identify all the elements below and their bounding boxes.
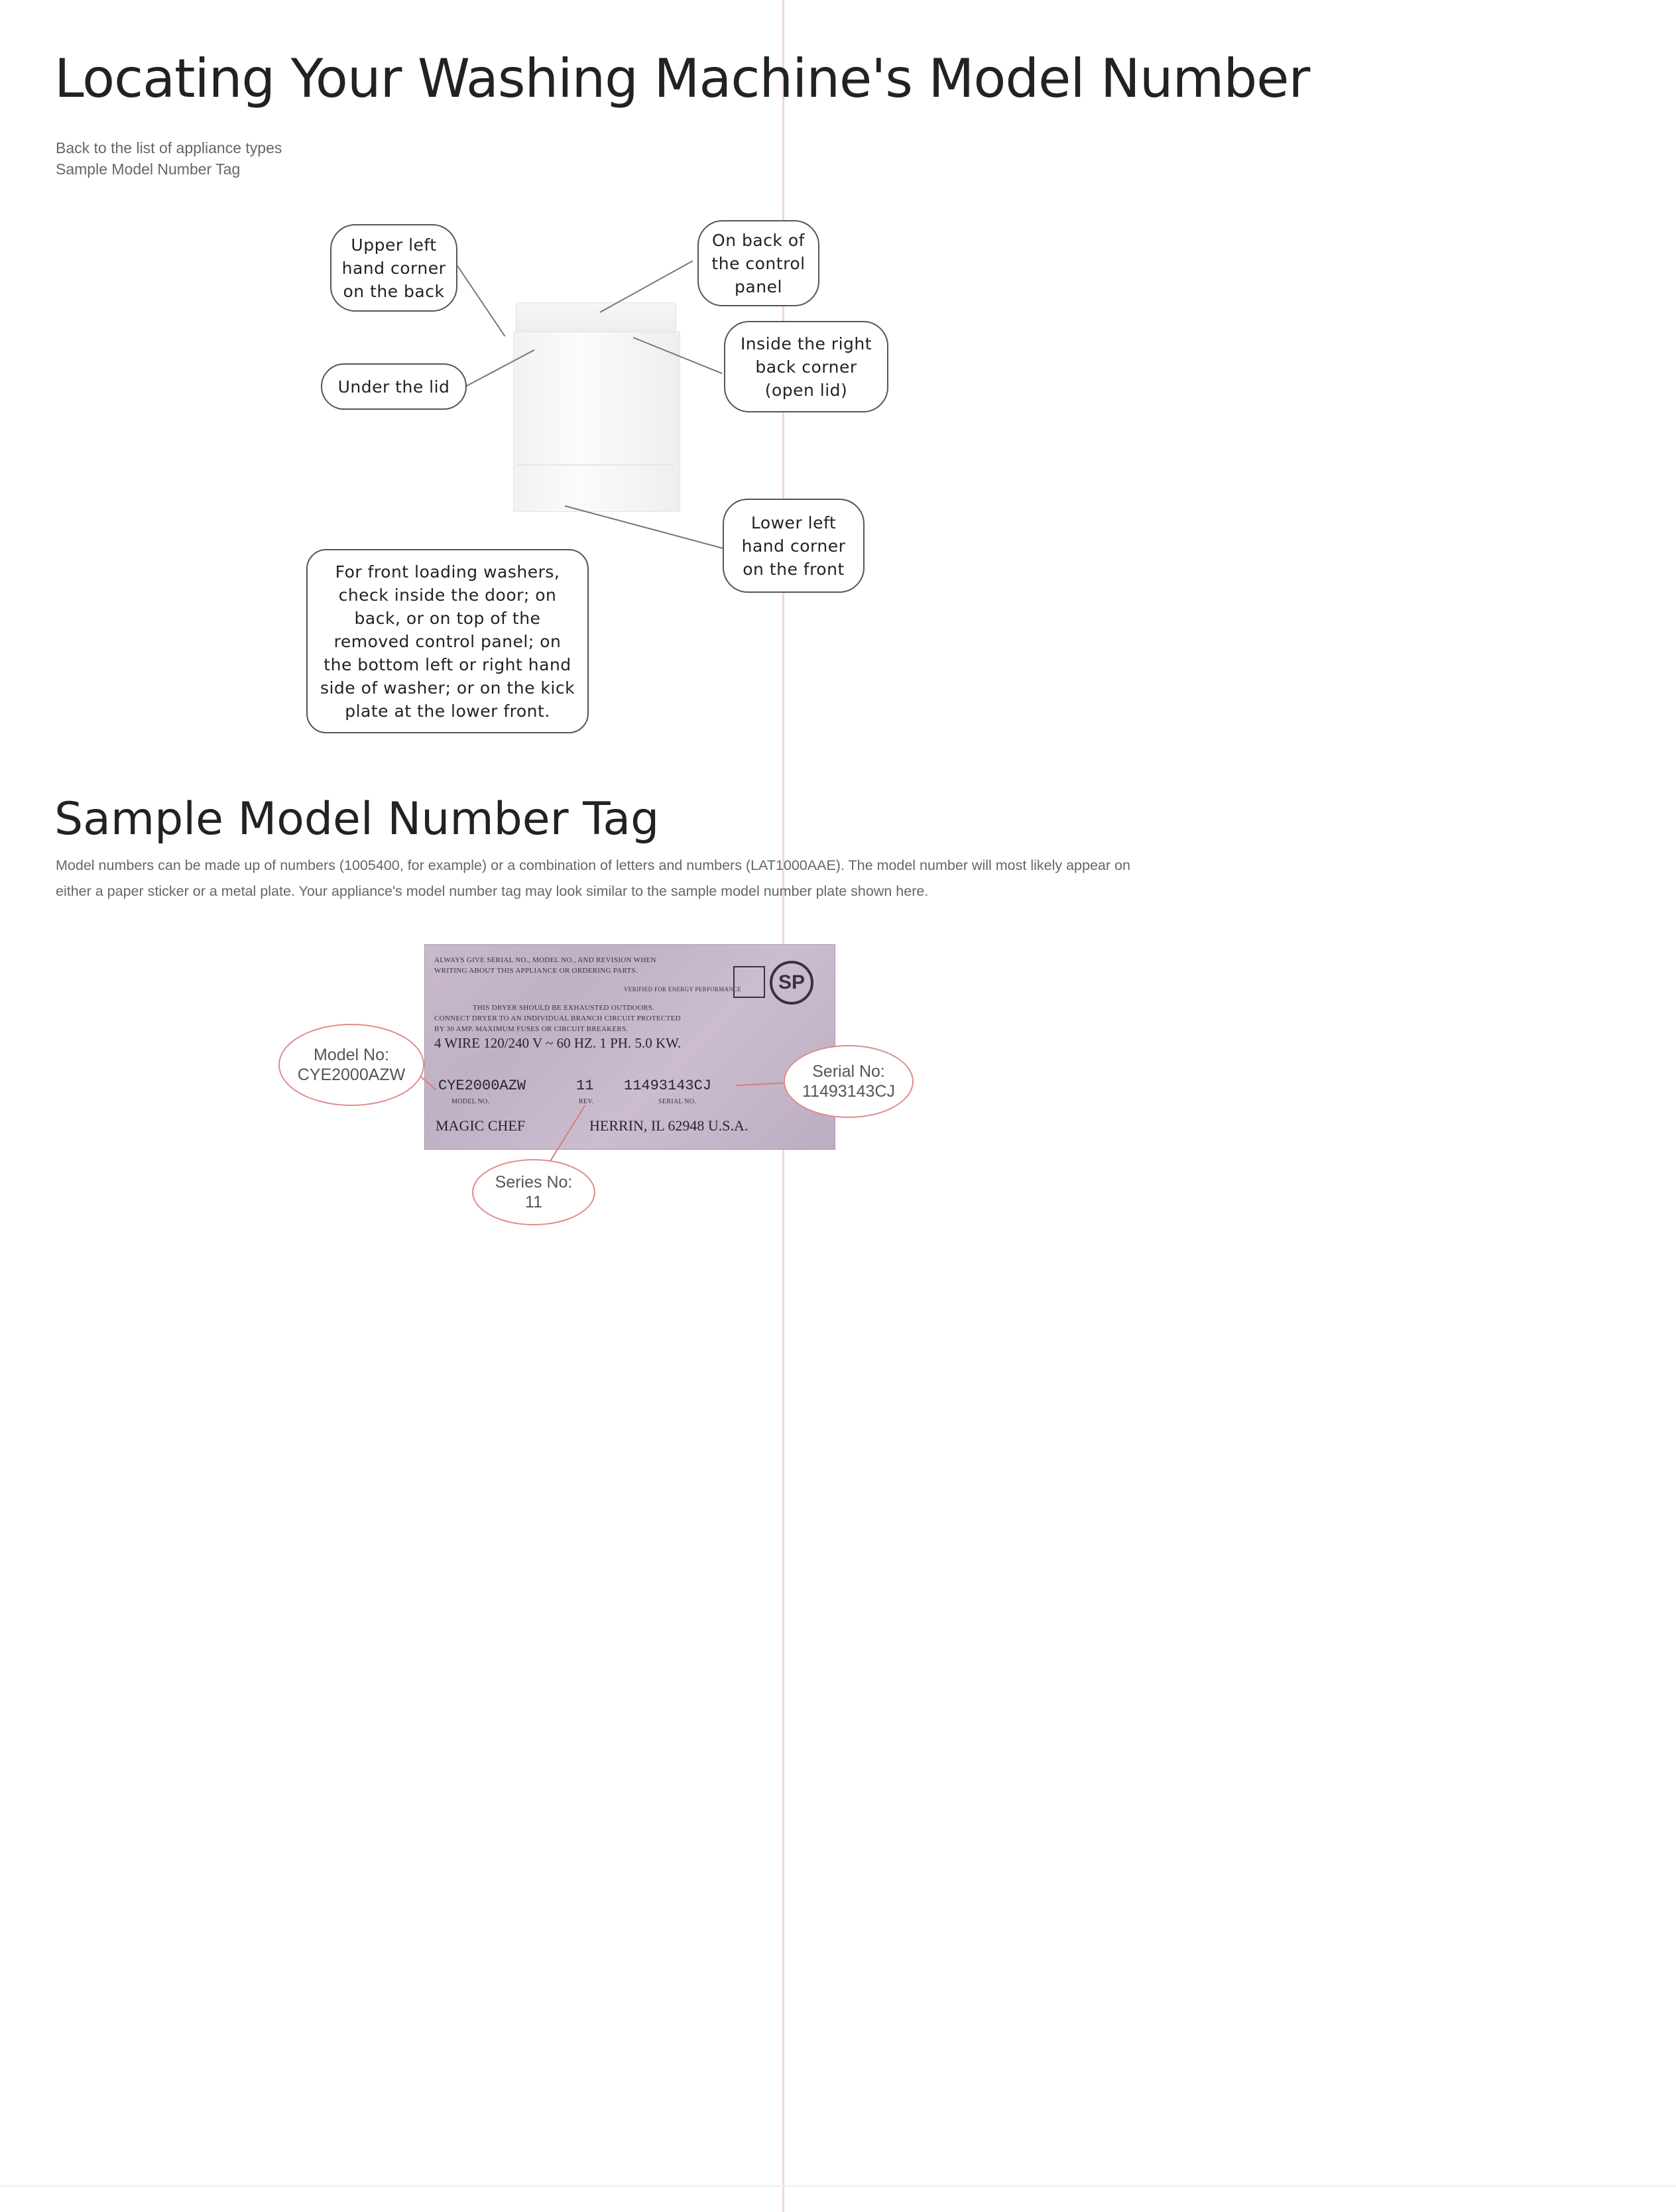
section-heading-sample-tag: Sample Model Number Tag [54,793,660,845]
csa-certification-icon: SP [770,961,813,1005]
back-to-appliance-types-link[interactable]: Back to the list of appliance types [56,139,282,156]
tag-fine-print-5: BY 30 AMP. MAXIMUM FUSES OR CIRCUIT BREAKERS. [434,1025,628,1033]
tag-model-number: CYE2000AZW [438,1077,526,1094]
series-no-value: 11 [525,1193,542,1211]
model-no-value: CYE2000AZW [297,1066,406,1084]
callout-lower-left-front: Lower left hand corner on the front [723,499,865,593]
tag-serial-caption: SERIAL NO. [658,1098,697,1105]
page-title: Locating Your Washing Machine's Model Number [54,48,1310,109]
serial-no-value: 11493143CJ [802,1082,895,1101]
model-number-intro-paragraph: Model numbers can be made up of numbers (1005400, for example) or a combination of letters and numbers (LAT1000AAE). The model number will most likely appear on either a paper sticker or a metal plate. Your appliance's model number tag may look similar to the sample model number plate shown here. [56,857,1130,899]
callout-back-of-control-panel: On back of the control panel [697,220,819,306]
tag-model-caption: MODEL NO. [451,1098,490,1105]
callout-inside-right-back-corner: Inside the right back corner (open lid) [724,321,888,412]
callout-serial-number [784,1045,914,1118]
tag-address: HERRIN, IL 62948 U.S.A. [589,1117,748,1134]
tag-series-number: 11 [576,1077,594,1094]
tag-verified-text: VERIFIED FOR ENERGY PERFORMANCE [624,986,742,993]
energy-star-mark-icon [733,966,765,998]
tag-fine-print-4: CONNECT DRYER TO AN INDIVIDUAL BRANCH CIRCUIT PROTECTED [434,1014,681,1022]
tag-fine-print-2: WRITING ABOUT THIS APPLIANCE OR ORDERING PARTS. [434,967,638,975]
tag-fine-print-1: ALWAYS GIVE SERIAL NO., MODEL NO., AND REVISION WHEN [434,956,656,964]
tag-power-rating: 4 WIRE 120/240 V ~ 60 HZ. 1 PH. 5.0 KW. [434,1035,682,1051]
tag-fine-print-3: THIS DRYER SHOULD BE EXHAUSTED OUTDOORS. [473,1004,655,1012]
callout-model-number [278,1024,424,1106]
leader-lower-left [565,505,727,550]
washer-lid [516,302,676,336]
leader-upper-left [457,265,505,336]
tag-serial-number: 11493143CJ [624,1077,712,1094]
tag-manufacturer: MAGIC CHEF [436,1117,526,1134]
callout-series-number [472,1159,595,1225]
serial-no-label: Serial No: [812,1062,885,1081]
model-no-label: Model No: [314,1046,389,1064]
callout-under-the-lid: Under the lid [321,363,467,410]
callout-front-loading-washers: For front loading washers, check inside the door; on back, or on top of the removed control panel; on the bottom left or right hand side of washer; or on the kick plate at the lower front. [306,549,589,733]
sample-model-tag-plate [424,944,835,1150]
washer-cabinet [513,332,680,512]
callout-upper-left-back: Upper left hand corner on the back [330,224,457,312]
tag-rev-caption: REV. [579,1098,594,1105]
series-no-label: Series No: [495,1173,573,1192]
sample-model-number-tag-link[interactable]: Sample Model Number Tag [56,160,241,178]
washer-kick-plate [517,464,675,465]
scan-artifact-bottom-line [0,2185,1676,2187]
